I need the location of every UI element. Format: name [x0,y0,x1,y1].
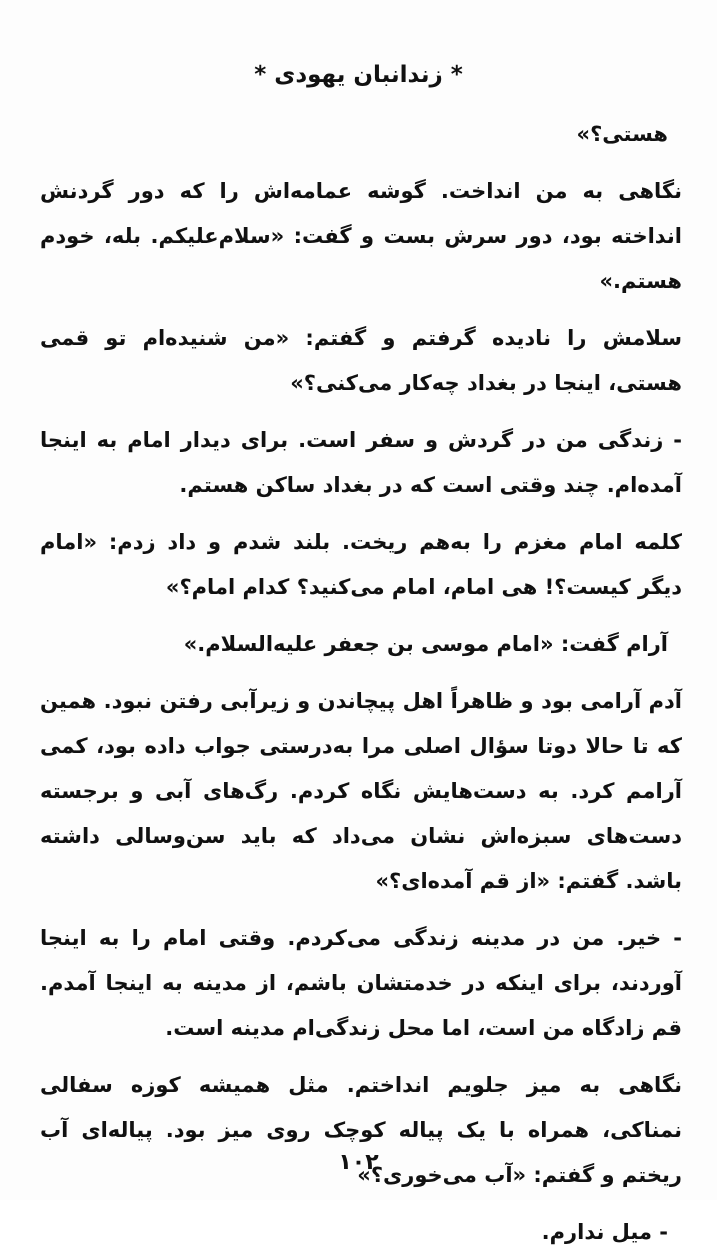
page-number: ۱۰۲ [338,1150,379,1175]
paragraph: - زندگی من در گردش و سفر است. برای دیدار امام به اینجا آمده‌ام. چند وقتی است که در بغداد ساکن هستم. [40,428,682,497]
paragraph: سلامش را نادیده گرفتم و گفتم: «من شنیده‌ام تو قمی هستی، اینجا در بغداد چه‌کار می‌کنی؟» [40,326,682,395]
paragraph: نگاهی به من انداخت. گوشه عمامه‌اش را که دور گردنش انداخته بود، دور سرش بست و گفت: «سلام‌علیکم. بله، خودم هستم.» [40,179,682,293]
paragraph: - میل ندارم. [541,1220,668,1244]
paragraph: - خیر. من در مدینه زندگی می‌کردم. وقتی امام را به اینجا آوردند، برای اینکه در خدمتشان باشم، از مدینه به اینجا آمدم. قم زادگاه من است، اما محل زندگی‌ام مدینه است. [40,926,682,1040]
body-text [40,112,682,1255]
running-header: * زندانبان یهودی * [254,62,463,88]
paragraph: کلمه امام مغزم را به‌هم ریخت. بلند شدم و داد زدم: «امام دیگر کیست؟! هی امام، امام می‌کنید؟ کدام امام؟» [40,530,682,599]
paragraph: آرام گفت: «امام موسی بن جعفر عليه‌السلام.» [183,632,668,656]
paragraph: نگاهی به میز جلویم انداختم. مثل همیشه کوزه سفالی نمناکی، همراه با یک پیاله کوچک روی میز بود. پیاله‌ای آب ریختم و گفتم: «آب می‌خوری؟» [40,1073,682,1187]
paragraph: آدم آرامی بود و ظاهراً اهل پیچاندن و زیرآبی رفتن نبود. همین که تا حالا دوتا سؤال اصلی مرا به‌درستی جواب داده بود، کمی آرامم کرد. به دست‌هایش نگاه کردم. رگ‌های آبی و برجسته دست‌های سبزه‌اش نشان می‌داد که باید سن‌وسالی داشته باشد. گفتم: «از قم آمده‌ای؟» [40,689,682,893]
paragraph: هستی؟» [576,122,668,146]
